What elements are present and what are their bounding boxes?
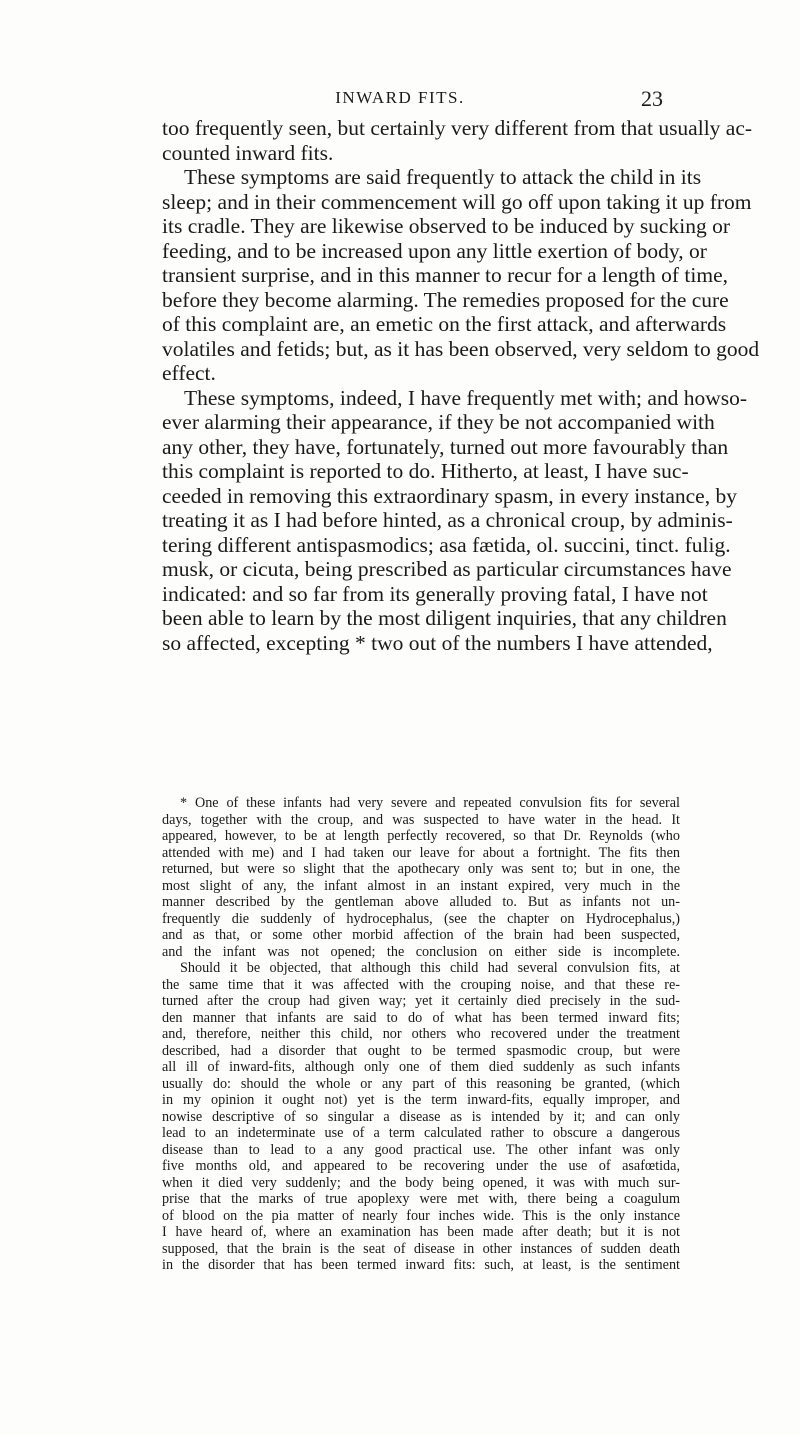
footnote-line: I have heard of, where an examination has been made after death; but it is not xyxy=(162,1224,680,1240)
text-line: ever alarming their appearance, if they be not accompanied with xyxy=(162,410,715,434)
running-title: INWARD FITS. xyxy=(335,88,465,107)
footnote-line: Should it be objected, that although this child had several convulsion fits, at xyxy=(180,960,680,976)
footnote-line: disease than to lead to a any good practical use. The other infant was only xyxy=(162,1141,680,1158)
footnote-line: frequently die suddenly of hydrocephalus, (see the chapter on Hydrocephalus,) xyxy=(162,910,680,927)
footnote-line: of blood on the pia matter of nearly four inches wide. This is the only instance xyxy=(162,1207,680,1224)
footnote-line: described, had a disorder that ought to be termed spasmodic croup, but were xyxy=(162,1042,680,1059)
footnote-line: turned after the croup had given way; yet it certainly died precisely in the sud- xyxy=(162,993,680,1009)
text-line: this complaint is reported to do. Hitherto, at least, I have suc- xyxy=(162,459,689,483)
footnote-line: den manner that infants are said to do of what has been termed inward fits; xyxy=(162,1009,680,1026)
footnote xyxy=(162,795,680,1274)
text-line: volatiles and fetids; but, as it has been observed, very seldom to good xyxy=(162,336,760,361)
text-line: its cradle. They are likewise observed to be induced by sucking or xyxy=(162,214,730,238)
text-line: effect. xyxy=(162,361,216,385)
footnote-line: prise that the marks of true apoplexy were met with, there being a coagulum xyxy=(162,1191,680,1207)
footnote-line: five months old, and appeared to be recovering under the use of asafœtida, xyxy=(162,1158,680,1174)
text-line: of this complaint are, an emetic on the first attack, and afterwards xyxy=(162,312,727,336)
footnote-line: returned, but were so slight that the apothecary only was sent to; but in one, the xyxy=(162,861,680,877)
text-line: so affected, excepting * two out of the numbers I have attended, xyxy=(162,630,713,655)
footnote-line: in the disorder that has been termed inward fits: such, at least, is the sentiment xyxy=(162,1257,680,1273)
text-line: tering different antispasmodics; asa fætida, ol. succini, tinct. fulig. xyxy=(162,532,731,557)
text-line: These symptoms, indeed, I have frequently met with; and howso- xyxy=(184,385,748,410)
text-line: These symptoms are said frequently to attack the child in its xyxy=(184,165,702,189)
text-line: any other, they have, fortunately, turned out more favourably than xyxy=(162,434,729,459)
footnote-line: and, therefore, neither this child, nor others who recovered under the treatment xyxy=(162,1026,680,1042)
footnote-line: manner described by the gentleman above alluded to. But as infants not un- xyxy=(162,894,680,910)
footnote-line: in my opinion it ought not) yet is the term inward-fits, equally improper, and xyxy=(162,1092,680,1108)
footnote-line: attended with me) and I had taken our leave for about a fortnight. The fits then xyxy=(162,844,680,861)
text-line: feeding, and to be increased upon any little exertion of body, or xyxy=(162,238,707,263)
running-head xyxy=(0,86,800,110)
main-text xyxy=(162,116,760,655)
text-line: sleep; and in their commencement will go off upon taking it up from xyxy=(162,189,752,214)
footnote-line: appeared, however, to be at length perfectly recovered, so that Dr. Reynolds (who xyxy=(162,828,680,844)
footnote-line: supposed, that the brain is the seat of disease in other instances of sudden death xyxy=(162,1240,680,1257)
text-line: before they become alarming. The remedies proposed for the cure xyxy=(162,287,729,312)
footnote-line: and the infant was not opened; the conclusion on either side is incomplete. xyxy=(162,943,680,960)
footnote-line: the same time that it was affected with the crouping noise, and that these re- xyxy=(162,976,680,993)
page-number: 23 xyxy=(641,86,663,111)
text-line: indicated: and so far from its generally proving fatal, I have not xyxy=(162,581,708,606)
text-line: transient surprise, and in this manner to recur for a length of time, xyxy=(162,263,729,287)
text-line: musk, or cicuta, being prescribed as particular circumstances have xyxy=(162,557,732,581)
footnote-line: * One of these infants had very severe and repeated convulsion fits for several xyxy=(180,795,680,811)
text-line: ceeded in removing this extraordinary spasm, in every instance, by xyxy=(162,483,737,508)
text-line: too frequently seen, but certainly very different from that usually ac- xyxy=(162,116,753,140)
text-line: been able to learn by the most diligent inquiries, that any children xyxy=(162,606,727,630)
footnote-line: nowise descriptive of so singular a disease as is intended by it; and can only xyxy=(162,1108,680,1125)
footnote-line: usually do: should the whole or any part of this reasoning be granted, (which xyxy=(162,1075,680,1092)
footnote-line: lead to an indeterminate use of a term calculated rather to obscure a dangerous xyxy=(162,1125,680,1141)
footnote-line: days, together with the croup, and was suspected to have water in the head. It xyxy=(162,811,680,828)
footnote-line: and as that, or some other morbid affection of the brain had been suspected, xyxy=(162,927,680,943)
footnote-line: when it died very suddenly; and the body being opened, it was with much sur- xyxy=(162,1174,680,1191)
text-line: counted inward fits. xyxy=(162,140,334,165)
text-line: treating it as I had before hinted, as a chronical croup, by adminis- xyxy=(162,508,733,532)
footnote-line: all ill of inward-fits, although only one of them died suddenly as such infants xyxy=(162,1059,680,1075)
footnote-line: most slight of any, the infant almost in an instant expired, very much in the xyxy=(162,877,680,894)
